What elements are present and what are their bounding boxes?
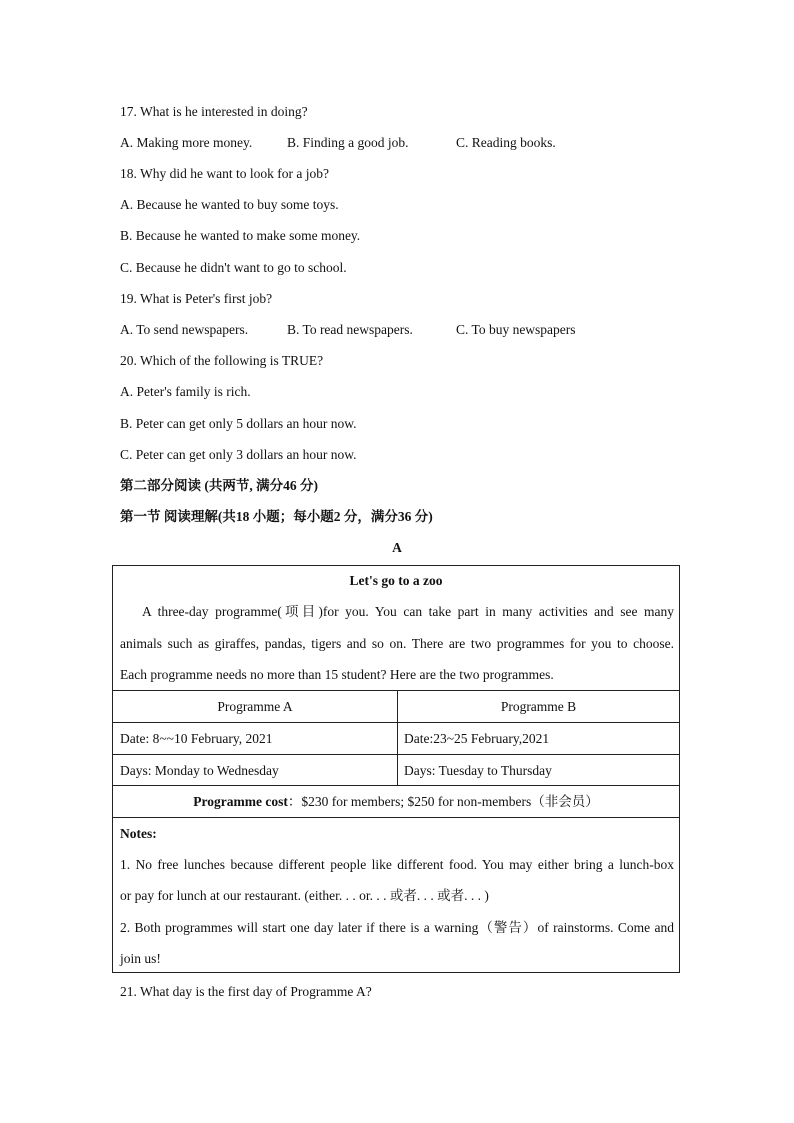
table-divider: [113, 690, 679, 691]
programme-a-date: Date: 8~~10 February, 2021: [120, 731, 273, 746]
notice-intro-line-3: Each programme needs no more than 15 student? Here are the two programmes.: [120, 667, 554, 682]
q19-option-c: C. To buy newspapers: [456, 322, 576, 337]
programme-cost: [113, 794, 679, 810]
q19-stem: 19. What is Peter's first job?: [120, 291, 273, 306]
q20-stem: 20. Which of the following is TRUE?: [120, 353, 324, 368]
q21-stem: 21. What day is the first day of Programme A?: [120, 984, 372, 999]
programme-a-days: Days: Monday to Wednesday: [120, 763, 279, 778]
note-line-1: 1. No free lunches because different people like different food. You may either bring a lunch-box: [120, 857, 674, 872]
q17-option-b: B. Finding a good job.: [287, 135, 409, 150]
subsection-title: 第一节 阅读理解(共18 小题；每小题2 分，满分36 分): [120, 509, 433, 524]
q17-options: [120, 135, 680, 151]
q17-option-a: A. Making more money.: [120, 135, 253, 150]
q20-option-c: C. Peter can get only 3 dollars an hour now.: [120, 447, 357, 462]
programme-cost-label: Programme cost: [193, 794, 288, 809]
q19-options: [120, 322, 680, 338]
q18-option-b: B. Because he wanted to make some money.: [120, 228, 361, 243]
notice-title: Let's go to a zoo: [349, 573, 443, 588]
notice-intro-line-2: animals such as giraffes, pandas, tigers and so on. There are two programmes for you to choose.: [120, 636, 674, 651]
notice-box: [112, 565, 680, 973]
programme-b-header: Programme B: [500, 699, 577, 714]
q18-stem: 18. Why did he want to look for a job?: [120, 166, 329, 181]
notes-label: Notes:: [120, 826, 157, 841]
q20-option-a: A. Peter's family is rich.: [120, 384, 251, 399]
programme-a-header: Programme A: [217, 699, 293, 714]
q19-option-b: B. To read newspapers.: [287, 322, 413, 337]
programme-b-date: Date:23~25 February,2021: [404, 731, 550, 746]
q19-option-a: A. To send newspapers.: [120, 322, 249, 337]
passage-label: A: [392, 540, 402, 555]
table-divider: [113, 785, 679, 786]
table-divider: [113, 722, 679, 723]
part-title: 第二部分阅读 (共两节, 满分46 分): [120, 478, 318, 493]
programme-b-days: Days: Tuesday to Thursday: [404, 763, 552, 778]
note-line-3: 2. Both programmes will start one day later if there is a warning（警告）of rainstorms. Come and: [120, 920, 674, 935]
notice-intro-line-1: A three-day programme(项目)for you. You can take part in many activities and see many: [142, 604, 674, 619]
programme-cost-text: ：$230 for members; $250 for non-members（非会员）: [287, 794, 599, 809]
q17-option-c: C. Reading books.: [456, 135, 556, 150]
q18-option-c: C. Because he didn't want to go to school.: [120, 260, 347, 275]
note-line-4: join us!: [120, 951, 161, 966]
table-divider: [113, 754, 679, 755]
table-divider: [113, 817, 679, 818]
q17-stem: 17. What is he interested in doing?: [120, 104, 308, 119]
note-line-2: or pay for lunch at our restaurant. (either. . . or. . . 或者. . . 或者. . . ): [120, 888, 489, 903]
q18-option-a: A. Because he wanted to buy some toys.: [120, 197, 339, 212]
q20-option-b: B. Peter can get only 5 dollars an hour now.: [120, 416, 357, 431]
